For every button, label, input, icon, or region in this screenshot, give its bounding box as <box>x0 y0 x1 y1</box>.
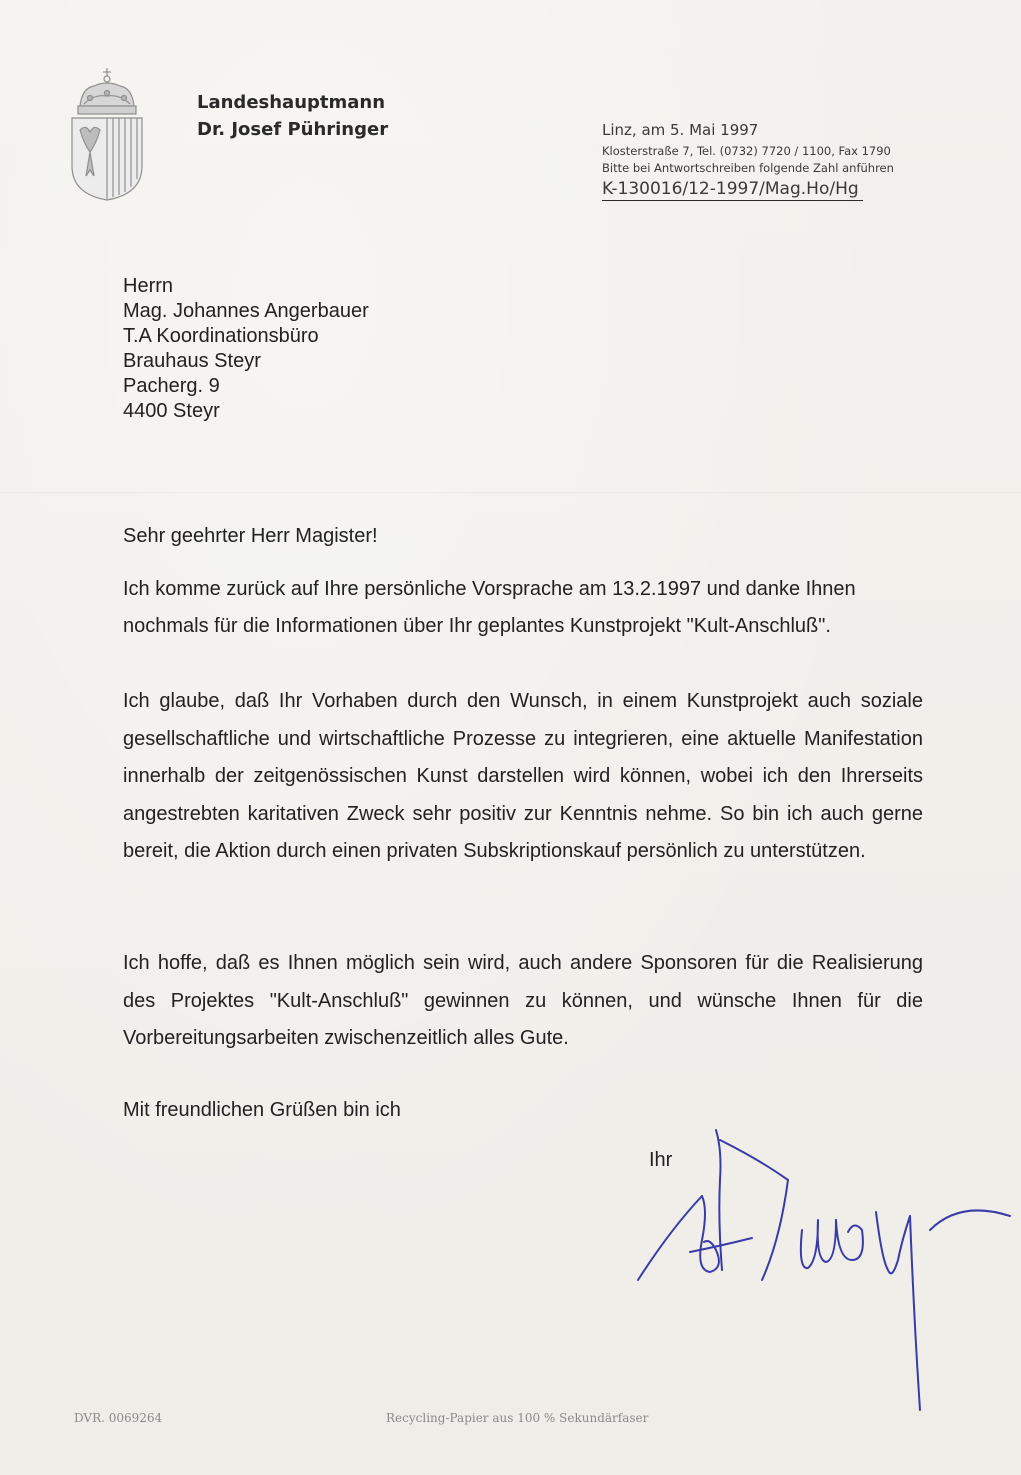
sender-block <box>197 89 388 143</box>
paragraph-1: Ich komme zurück auf Ihre persönliche Vorsprache am 13.2.1997 und danke Ihnen nochmals für die Informationen über Ihr geplantes Kunstprojekt "Kult-Anschluß". <box>123 578 856 637</box>
dvr-number: DVR. 0069264 <box>74 1411 163 1425</box>
paragraph-3: Ich hoffe, daß es Ihnen möglich sein wird, auch andere Sponsoren für die Realisierung des Projektes "Kult-Anschluß" gewinnen zu können, und wünsche Ihnen für die Vorbereitungsarbeiten zwischenzeitlich alles Gute. <box>123 952 923 1049</box>
recipient-line: Herrn <box>123 275 174 297</box>
recipient-line: Brauhaus Steyr <box>123 350 261 372</box>
paragraph-2: Ich glaube, daß Ihr Vorhaben durch den Wunsch, in einem Kunstprojekt auch soziale gesellschaftliche und wirtschaftliche Prozesse zu integrieren, eine aktuelle Manifestation innerhalb der zeitgenössischen Kunst darstellen wird können, wobei ich den Ihrerseits angestrebten karitativen Zweck sehr positiv zur Kenntnis nehme. So bin ich auch gerne bereit, die Aktion durch einen privaten Subskriptionskauf persönlich zu unterstützen. <box>123 690 923 862</box>
recipient-line: 4400 Steyr <box>123 400 220 422</box>
recipient-line: Pacherg. 9 <box>123 375 220 397</box>
sender-title: Landeshauptmann <box>197 92 386 113</box>
paper-note: Recycling-Papier aus 100 % Sekundärfaser <box>386 1411 649 1425</box>
letter-date: Linz, am 5. Mai 1997 <box>602 121 759 139</box>
sender-name: Dr. Josef Pühringer <box>197 119 389 140</box>
letter-meta <box>602 119 894 201</box>
recipient-address <box>123 274 369 424</box>
reference-note: Bitte bei Antwortschreiben folgende Zahl anführen <box>602 161 894 175</box>
coat-of-arms-icon <box>66 66 148 204</box>
contact-line: Klosterstraße 7, Tel. (0732) 7720 / 1100, Fax 1790 <box>602 144 891 158</box>
closing-line: Mit freundlichen Grüßen bin ich <box>123 1099 401 1121</box>
salutation: Sehr geehrter Herr Magister! <box>123 525 378 547</box>
recipient-line: T.A Koordinationsbüro <box>123 325 319 347</box>
recipient-line: Mag. Johannes Angerbauer <box>123 300 369 322</box>
paper-fold <box>0 492 1021 493</box>
handwritten-signature <box>630 1120 1020 1420</box>
reference-number: K-130016/12-1997/Mag.Ho/Hg <box>602 178 863 201</box>
sign-off: Ihr <box>649 1149 673 1171</box>
